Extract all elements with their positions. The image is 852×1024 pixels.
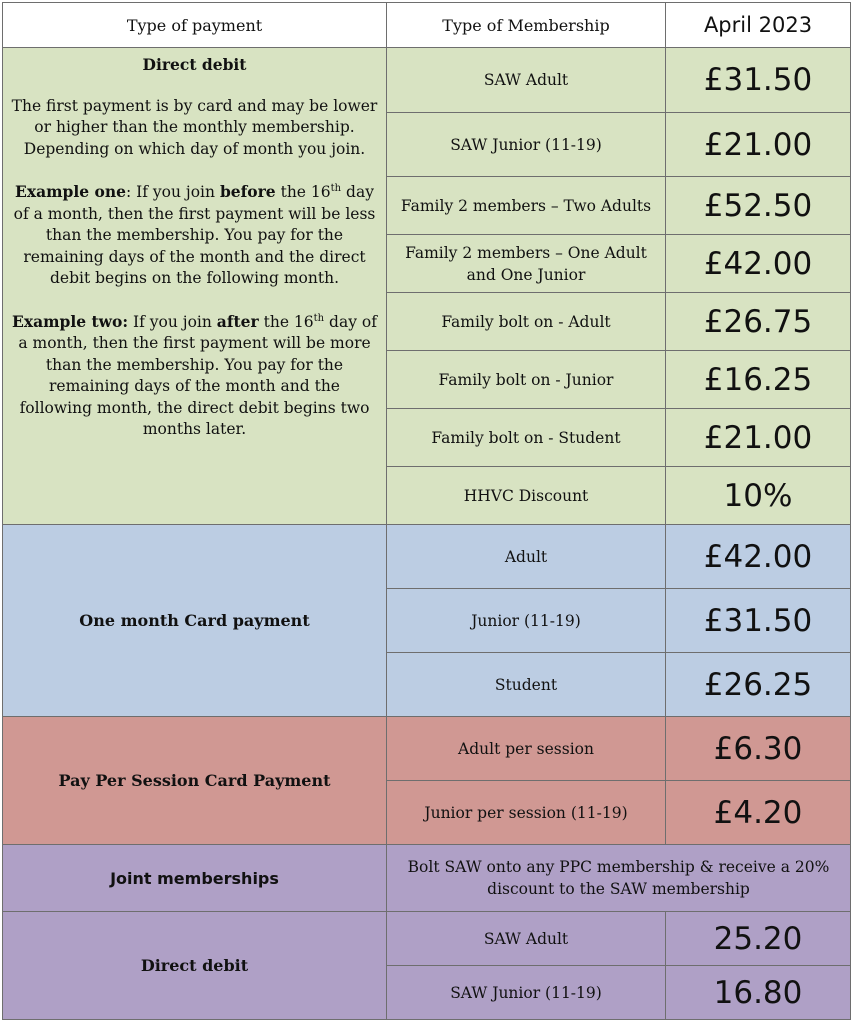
membership-price: £21.00 [666,409,851,467]
membership-type: Family bolt on - Junior [387,351,666,409]
membership-price: £21.00 [666,113,851,177]
header-type-of-payment: Type of payment [3,3,387,48]
joint-memberships-title: Joint memberships [3,845,387,912]
one-month-card-title: One month Card payment [3,525,387,717]
membership-type: Adult per session [387,717,666,781]
example-two-text-b: the 16 [258,312,314,331]
membership-type: Adult [387,525,666,589]
example-one-text-b: the 16 [275,183,331,201]
pay-per-session-title: Pay Per Session Card Payment [3,717,387,845]
example-one-text-c: day of a month, then the first payment will be less than the membership. You pay for the remaining days of the month and the direct debit begins on the following month. [13,183,376,287]
header-row [3,3,851,48]
table-row [3,717,851,781]
joint-direct-debit-title: Direct debit [3,912,387,1020]
example-one-sup: th [330,182,342,194]
membership-price: £4.20 [666,781,851,845]
table-row [3,845,851,912]
header-price-date: April 2023 [666,3,851,48]
membership-price: 25.20 [666,912,851,966]
membership-type: Student [387,653,666,717]
table-row [3,912,851,966]
example-one [11,181,378,290]
table-row [3,525,851,589]
membership-price: 16.80 [666,966,851,1020]
direct-debit-title: Direct debit [142,55,247,74]
example-two-bold: after [216,311,259,331]
membership-type: Junior (11-19) [387,589,666,653]
direct-debit-intro: The first payment is by card and may be lower or higher than the monthly membership. Depending on which day of month you join. [11,96,378,158]
example-one-text-a: : If you join [125,183,220,201]
example-one-bold: before [219,182,276,201]
membership-type: Family 2 members – Two Adults [387,177,666,235]
membership-price: 10% [666,467,851,525]
membership-type: SAW Adult [387,912,666,966]
membership-price: £42.00 [666,525,851,589]
example-two-label: Example two: [12,311,129,331]
membership-type: SAW Junior (11-19) [387,966,666,1020]
membership-price: £6.30 [666,717,851,781]
membership-price: £26.25 [666,653,851,717]
membership-price: £16.25 [666,351,851,409]
direct-debit-description [3,48,387,525]
membership-type: SAW Junior (11-19) [387,113,666,177]
membership-type: HHVC Discount [387,467,666,525]
membership-price: £31.50 [666,589,851,653]
membership-type: Family bolt on - Student [387,409,666,467]
membership-type: Family bolt on - Adult [387,293,666,351]
table-row [3,48,851,113]
membership-price: £26.75 [666,293,851,351]
example-two [11,311,378,441]
example-one-label: Example one [15,182,126,201]
membership-price: £42.00 [666,235,851,293]
membership-price: £52.50 [666,177,851,235]
membership-price-table [2,2,851,1020]
joint-memberships-text: Bolt SAW onto any PPC membership & receive a 20% discount to the SAW membership [387,845,851,912]
example-two-sup: th [313,312,325,324]
header-type-of-membership: Type of Membership [387,3,666,48]
example-two-text-c: day of a month, then the first payment will be more than the membership. You pay for the remaining days of the month and the following month, the direct debit begins two months later. [18,312,377,438]
membership-type: SAW Adult [387,48,666,113]
membership-type: Junior per session (11-19) [387,781,666,845]
membership-price: £31.50 [666,48,851,113]
membership-type: Family 2 members – One Adult and One Junior [387,235,666,293]
example-two-text-a: If you join [128,312,217,331]
